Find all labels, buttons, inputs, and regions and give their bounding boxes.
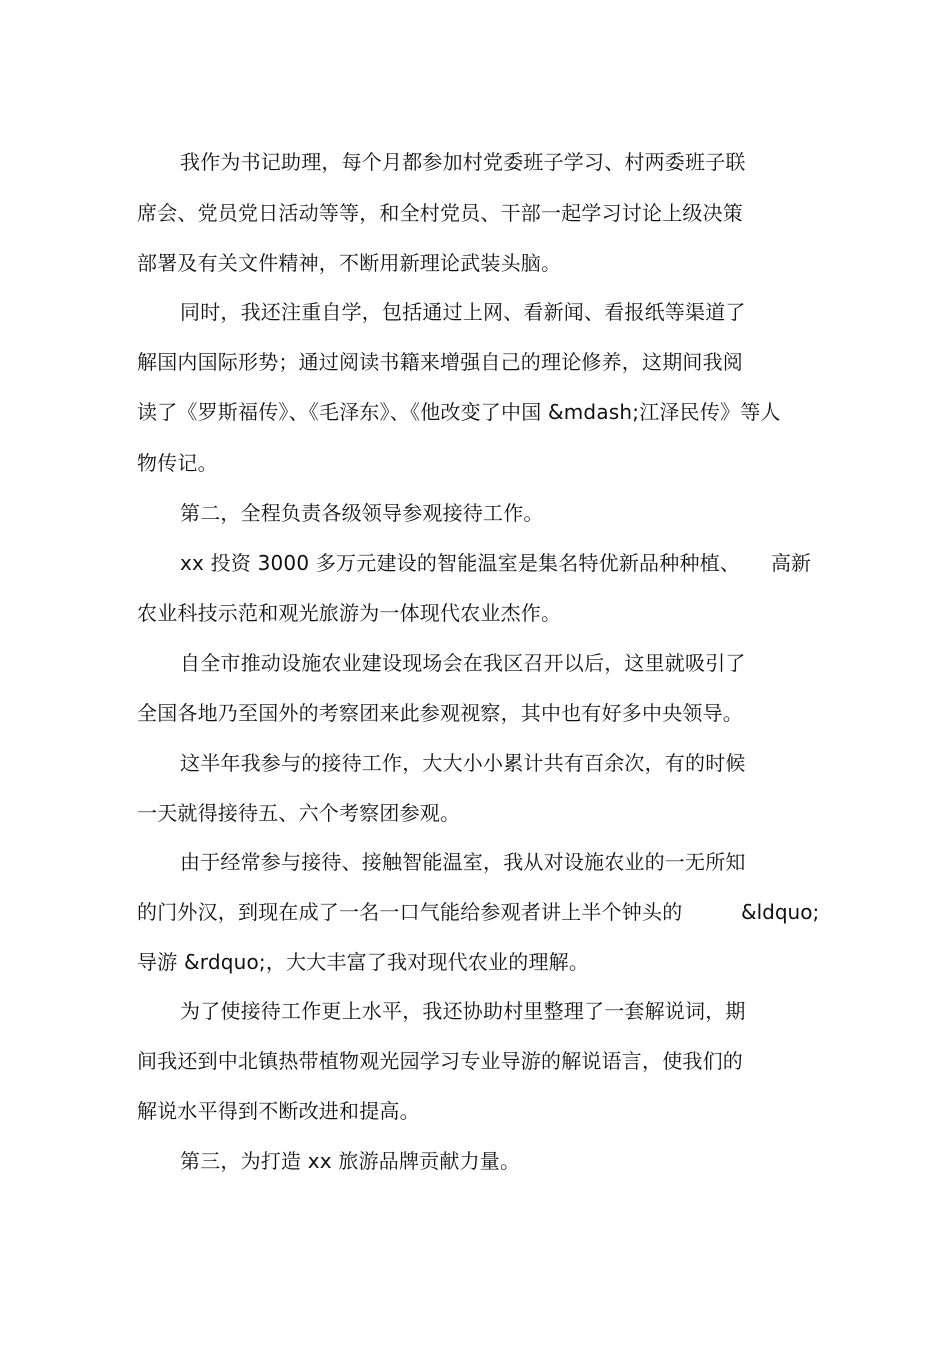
paragraph-2-line-1: 同时，我还注重自学，包括通过上网、看新闻、看报纸等渠道了 — [180, 300, 746, 324]
paragraph-6-line-3: 导游 &rdquo;，大大丰富了我对现代农业的理解。 — [137, 950, 590, 974]
paragraph-3-line-1: xx 投资 3000 多万元建设的智能温室是集名特优新品种种植、 — [180, 551, 741, 575]
paragraph-6-line-2-end: &ldquo; — [741, 900, 820, 924]
section-heading-third: 第三，为打造 xx 旅游品牌贡献力量。 — [180, 1149, 521, 1173]
paragraph-5-line-1: 这半年我参与的接待工作，大大小小累计共有百余次，有的时候 — [180, 751, 746, 775]
paragraph-3-line-2: 农业科技示范和观光旅游为一体现代农业杰作。 — [137, 601, 562, 625]
paragraph-6-line-1: 由于经常参与接待、接触智能温室，我从对设施农业的一无所知 — [180, 850, 746, 874]
paragraph-6-line-2: 的门外汉，到现在成了一名一口气能给参观者讲上半个钟头的 — [137, 900, 683, 924]
paragraph-7-line-1: 为了使接待工作更上水平，我还协助村里整理了一套解说词，期 — [180, 999, 746, 1023]
paragraph-1-line-3: 部署及有关文件精神，不断用新理论武装头脑。 — [137, 251, 562, 275]
paragraph-1-line-1: 我作为书记助理，每个月都参加村党委班子学习、村两委班子联 — [180, 150, 746, 174]
paragraph-1-line-2: 席会、党员党日活动等等，和全村党员、干部一起学习讨论上级决策 — [137, 201, 743, 225]
paragraph-4-line-2: 全国各地乃至国外的考察团来此参观视察，其中也有好多中央领导。 — [137, 701, 743, 725]
paragraph-3-line-1-end: 高新 — [771, 551, 811, 575]
paragraph-7-line-2: 间我还到中北镇热带植物观光园学习专业导游的解说语言，使我们的 — [137, 1049, 743, 1073]
paragraph-4-line-1: 自全市推动设施农业建设现场会在我区召开以后，这里就吸引了 — [180, 651, 746, 675]
paragraph-7-line-3: 解说水平得到不断改进和提高。 — [137, 1099, 420, 1123]
paragraph-2-line-2: 解国内国际形势；通过阅读书籍来增强自己的理论修养，这期间我阅 — [137, 350, 743, 374]
paragraph-2-line-3: 读了《罗斯福传》、《毛泽东》、《他改变了中国 &mdash;江泽民传》等人 — [137, 400, 781, 424]
section-heading-second: 第二，全程负责各级领导参观接待工作。 — [180, 501, 544, 525]
paragraph-2-line-4: 物传记。 — [137, 451, 218, 475]
paragraph-5-line-2: 一天就得接待五、六个考察团参观。 — [137, 801, 461, 825]
